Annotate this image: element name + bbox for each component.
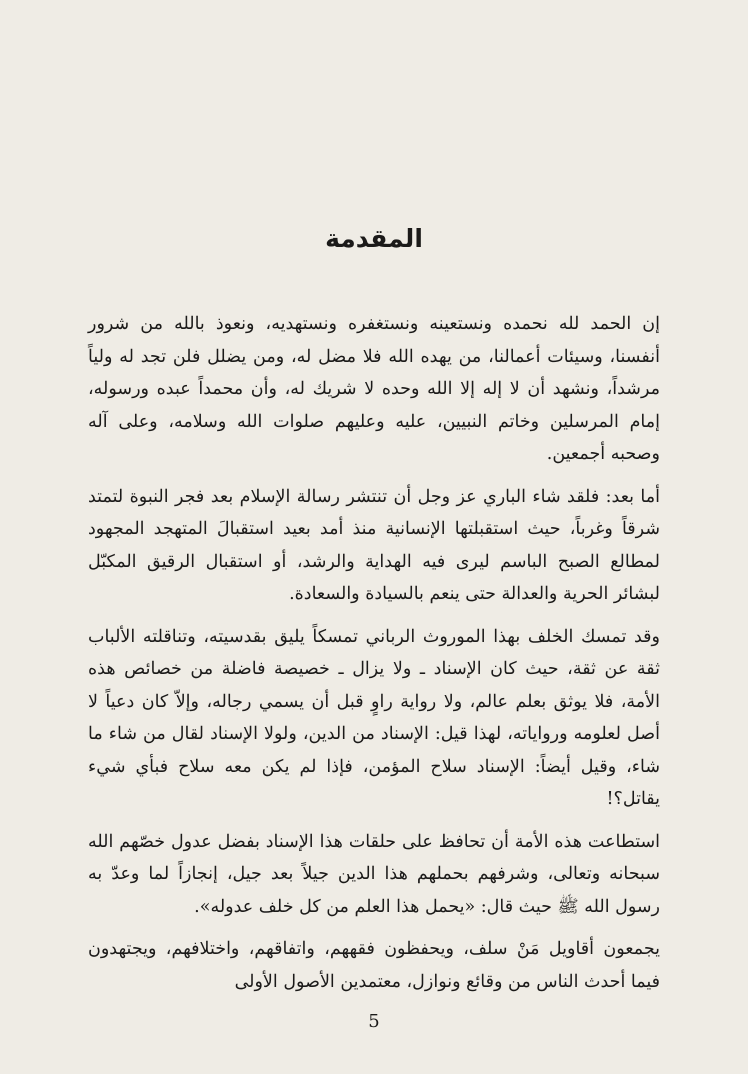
paragraph-isnad: وقد تمسك الخلف بهذا الموروث الرباني تمسكاً يليق بقدسيته، وتناقلته الألباب ثقة عن ثقة، حيث كان الإسناد ـ ولا يزال ـ خصيصة فاضلة من خصائص هذه الأمة، فلا يوثق بعلم عالم، ولا رواية راوٍ قبل أن يسمي رجاله، وإلاّ كان دعياً لا أصل لعلومه ورواياته، لهذا قيل: الإسناد من الدين، ولولا الإسناد لقال من شاء ما شاء، وقيل أيضاً: الإسناد سلاح المؤمن، فإذا لم يكن معه سلاح فبأي شيء يقاتل؟! — [88, 626, 660, 809]
paragraph-spread-of-islam: أما بعد: فلقد شاء الباري عز وجل أن تنتشر رسالة الإسلام بعد فجر النبوة لتمتد شرقاً وغرباً، حيث استقبلتها الإنسانية منذ أمد بعيد استقبالَ المتهجد المجهود لمطالع الصبح الباسم ليرى فيه الهداية والرشد، أو استقبال الرقيق المكبّل لبشائر الحرية والعدالة حتى ينعم بالسيادة والسعادة. — [88, 486, 660, 604]
paragraph-scholars: يجمعون أقاويل مَنْ سلف، ويحفظون فقههم، واتفاقهم، واختلافهم، ويجتهدون فيما أحدث الناس من وقائع ونوازل، معتمدين الأصول الأولى — [88, 939, 660, 992]
paragraph-preservation: استطاعت هذه الأمة أن تحافظ على حلقات هذا الإسناد بفضل عدول خصّهم الله سبحانه وتعالى، وشرفهم بحملهم هذا الدين جيلاً بعد جيل، إنجازاً لما وعدّ به رسول الله ﷺ حيث قال: «يحمل هذا العلم من كل خلف عدوله». — [88, 831, 660, 917]
page-title: المقدمة — [325, 224, 423, 253]
paragraph-opening-praise: إن الحمد لله نحمده ونستعينه ونستغفره ونستهديه، ونعوذ بالله من شرور أنفسنا، وسيئات أعمالنا، من يهده الله فلا مضل له، ومن يضلل فلن تجد له ولياً مرشداً، ونشهد أن لا إله إلا الله وحده لا شريك له، وأن محمداً عبده ورسوله، إمام المرسلين وخاتم النبيين، عليه وعليهم صلوات الله وسلامه، وعلى آله وصحبه أجمعين. — [88, 314, 660, 464]
page-number: 5 — [368, 1011, 380, 1032]
document-page — [88, 222, 660, 1006]
